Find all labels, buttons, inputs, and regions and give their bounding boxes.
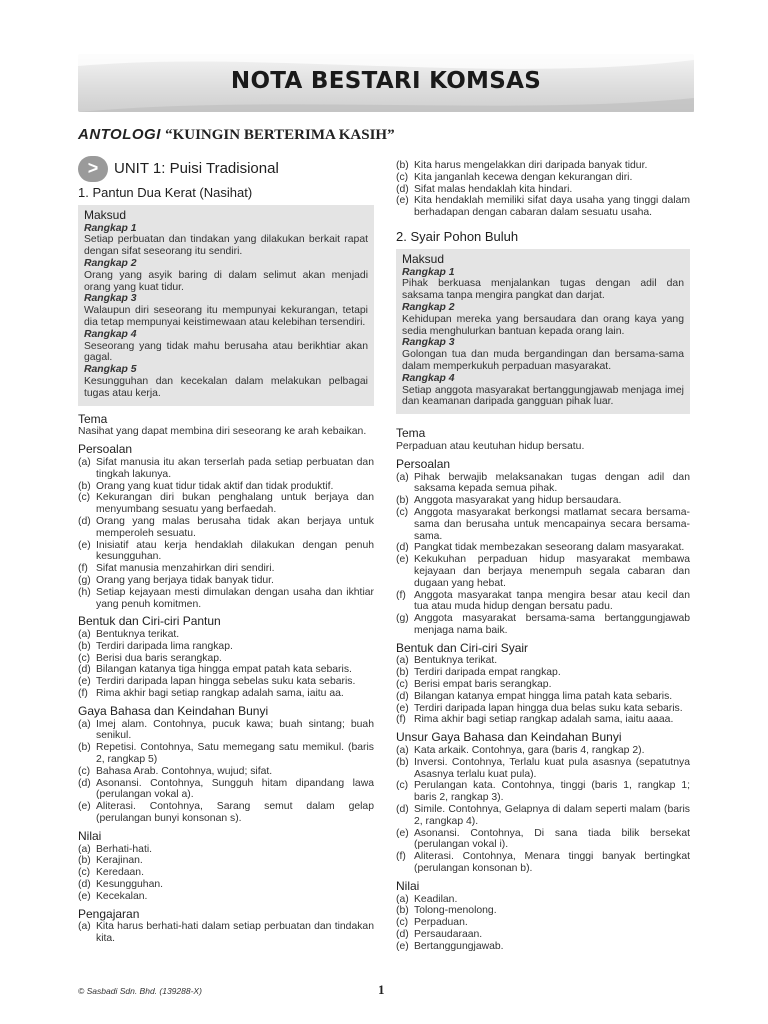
bentuk-heading: Bentuk dan Ciri-ciri Syair [396,640,529,655]
list-item [396,679,690,691]
list-item-text: Repetisi. Contohnya, Satu memegang satu memikul. (baris 2, rangkap 5) [96,742,374,766]
list-item-label: (f) [396,851,406,863]
list-item-text: Persaudaraan. [414,929,483,941]
rangkap-label: Rangkap 3 [402,337,455,349]
list-item-text: Kecekalan. [96,890,148,902]
list-item-text: Berisi dua baris serangkap. [96,652,222,664]
bentuk-heading: Bentuk dan Ciri-ciri Pantun [78,614,221,629]
rangkap-text: Setiap anggota masyarakat bertanggungjawab menjaga imej dan keamanan daripada gangguan pihak luar. [402,384,684,408]
list-item [78,891,374,903]
list-item-label: (a) [396,745,409,757]
list-item-label: (a) [78,718,91,730]
list-item-label: (c) [78,492,91,504]
list-item-label: (c) [396,780,409,792]
list-item-label: (a) [396,471,409,483]
gaya-bahasa-heading: Gaya Bahasa dan Keindahan Bunyi [78,703,269,718]
tema-heading: Tema [78,411,108,426]
maksud-heading: Maksud [402,251,445,266]
list-item-label: (d) [396,929,409,941]
rangkap-text: Pihak berkuasa menjalankan tugas dengan adil dan saksama tanpa mengira pangkat dan darjat. [402,278,684,302]
list-item-label: (a) [396,893,409,905]
list-item-label: (b) [78,855,91,867]
rangkap-text: Setiap perbuatan dan tindakan yang dilakukan berkait rapat dengan sifat seseorang itu sendiri. [84,234,368,258]
list-item [78,766,374,778]
list-item [396,542,690,554]
list-item [396,590,690,614]
list-item-label: (a) [78,456,91,468]
list-item [78,653,374,665]
pengajaran-heading: Pengajaran [78,906,140,921]
list-item-label: (b) [78,640,91,652]
list-item-text: Kata arkaik. Contohnya, gara (baris 4, rangkap 2). [414,745,645,757]
rangkap-label: Rangkap 4 [84,328,137,340]
list-item-text: Anggota masyarakat tanpa mengira besar atau kecil dan tua atau muda hidup dengan bersatu padu. [414,589,690,613]
list-item-label: (c) [396,506,409,518]
list-item-label: (d) [78,879,91,891]
list-item [78,664,374,676]
rangkap-label: Rangkap 5 [84,364,137,376]
list-item-text: Anggota masyarakat bersama-sama bertanggungjawab menjaga nama baik. [414,613,690,636]
list-item-text: Aliterasi. Contohnya, Sarang semut dalam gelap (perulangan bunyi konsonan s). [96,801,374,825]
list-item-text: Orang yang berjaya tidak banyak tidur. [96,574,274,586]
unit-title: UNIT 1: Puisi Tradisional [114,160,279,178]
list-item [78,778,374,802]
list-item [78,844,374,856]
list-item [396,507,690,542]
list-item-text: Bilangan katanya empat hingga lima patah kata sebaris. [414,690,673,702]
section-title: 1. Pantun Dua Kerat (Nasihat) [78,185,253,200]
list-item-text: Kita janganlah kecewa dengan kekurangan diri. [414,171,633,183]
list-item [78,921,374,945]
section-title: 2. Syair Pohon Buluh [396,228,519,244]
list-item [78,540,374,564]
list-item-text: Tolong-menolong. [414,905,497,917]
list-item-label: (d) [396,804,409,816]
list-item-label: (g) [78,574,91,586]
list-item-text: Aliterasi. Contohnya, Menara tinggi banyak bertingkat (perulangan konsonan b). [414,851,690,875]
list-item-label: (b) [78,742,91,754]
list-item-label: (e) [396,195,409,207]
page-number: 1 [378,982,385,997]
list-item-text: Anggota masyarakat yang hidup bersaudara. [414,495,622,507]
list-item-text: Rima akhir bagi setiap rangkap adalah sama, iaitu aaaa. [414,714,674,726]
list-item [78,516,374,540]
persoalan-list [396,472,690,637]
page-title: NOTA BESTARI KOMSAS [230,68,542,94]
unsur-gaya-bahasa-heading: Unsur Gaya Bahasa dan Keindahan Bunyi [396,730,622,745]
list-item-text: Bentuknya terikat. [414,655,498,667]
list-item-label: (b) [396,495,409,507]
list-item-text: Pihak berwajib melaksanakan tugas dengan adil dan saksama kepada semua pihak. [414,471,690,495]
nilai-heading: Nilai [78,828,102,843]
list-item [396,613,690,637]
list-item-label: (b) [396,756,409,768]
list-item [78,481,374,493]
antologi-heading [78,126,395,144]
list-item-text: Perulangan kata. Contohnya, tinggi (baris 1, rangkap 1; baris 2, rangkap 3). [414,780,690,804]
list-item [396,757,690,781]
list-item [78,867,374,879]
list-item [396,667,690,679]
list-item-text: Kita hendaklah memiliki sifat daya usaha yang tinggi dalam berhadapan dengan cabaran dalam sesuatu usaha. [414,195,690,219]
list-item [78,575,374,587]
maksud-heading: Maksud [84,207,127,222]
title-banner [78,54,694,112]
list-item-text: Keredaan. [96,867,144,879]
list-item-label: (b) [396,905,409,917]
list-item-text: Kekurangan diri bukan penghalang untuk berjaya dan menyumbang sesuatu yang berfaedah. [96,492,374,516]
persoalan-list [78,457,374,610]
list-item-text: Simile. Contohnya, Gelapnya di dalam seperti malam (baris 2, rangkap 4). [414,804,690,827]
chevron-right-icon: > [78,156,108,182]
list-item [78,719,374,743]
bentuk-list [78,629,374,700]
list-item-label: (a) [78,629,91,641]
list-item-label: (e) [78,890,91,902]
list-item-label: (e) [78,801,91,813]
list-item-text: Asonansi. Contohnya, Di sana tiada bilik bersekat (perulangan vokal i). [414,827,690,851]
list-item-text: Sifat malas hendaklah kita hindari. [414,183,573,195]
list-item-label: (a) [78,843,91,855]
list-item-text: Asonansi. Contohnya, Sungguh hitam dipandang lawa (perulangan vokal a). [96,777,374,801]
list-item [78,742,374,766]
list-item-label: (a) [396,655,409,667]
nilai-list [396,894,690,953]
list-item-label: (d) [78,777,91,789]
list-item [396,495,690,507]
list-item-text: Bilangan katanya tiga hingga empat patah kata sebaris. [96,664,352,676]
list-item-text: Berhati-hati. [96,843,153,855]
list-item [78,492,374,516]
antologi-title: “KUINGIN BERTERIMA KASIH” [165,127,395,143]
list-item-label: (e) [78,539,91,551]
list-item-text: Orang yang malas berusaha tidak akan berjaya untuk memperoleh sesuatu. [96,515,374,539]
list-item [396,554,690,589]
gaya-bahasa-list [78,719,374,825]
list-item [396,691,690,703]
list-item-label: (e) [396,554,409,566]
pengajaran-list-continued [396,160,690,219]
list-item [78,801,374,825]
list-item-label: (c) [396,917,409,929]
list-item-label: (g) [396,613,409,625]
unit-heading [78,155,374,183]
rangkap-text: Kehidupan mereka yang bersaudara dan orang kaya yang sedia menghulurkan bantuan kepada orang lain. [402,313,684,337]
unsur-gaya-bahasa-list [396,745,690,875]
rangkap-list [402,267,684,409]
list-item-text: Sifat manusia itu akan terserlah pada setiap perbuatan dan tingkah lakunya. [96,456,374,480]
list-item-label: (d) [78,664,91,676]
list-item [396,929,690,941]
list-item-text: Terdiri daripada empat rangkap. [414,667,561,679]
list-item-label: (c) [78,867,91,879]
list-item-text: Perpaduan. [414,917,468,929]
rangkap-label: Rangkap 2 [84,257,137,269]
copyright-text: © Sasbadi Sdn. Bhd. (139288-X) [78,986,202,996]
rangkap-text: Seseorang yang tidak mahu berusaha atau berikhtiar akan gagal. [84,340,368,364]
list-item-label: (b) [78,480,91,492]
list-item [396,184,690,196]
list-item [78,587,374,611]
tema-heading: Tema [396,426,426,441]
list-item-text: Sifat manusia menzahirkan diri sendiri. [96,563,275,575]
list-item-label: (c) [78,765,91,777]
list-item-label: (e) [78,676,91,688]
list-item [396,804,690,828]
pengajaran-list [78,921,374,945]
list-item-text: Orang yang kuat tidur tidak aktif dan tidak produktif. [96,480,334,492]
list-item-text: Terdiri daripada lima rangkap. [96,640,233,652]
list-item [78,641,374,653]
list-item [396,905,690,917]
list-item [396,703,690,715]
list-item [396,917,690,929]
list-item-text: Rima akhir bagi setiap rangkap adalah sama, iaitu aa. [96,688,344,700]
list-item-label: (d) [396,542,409,554]
list-item [78,855,374,867]
list-item-label: (e) [396,702,409,714]
list-item-label: (f) [78,688,88,700]
list-item-text: Inisiatif atau kerja hendaklah dilakukan dengan penuh kesungguhan. [96,539,374,563]
persoalan-heading: Persoalan [396,456,451,471]
list-item-label: (c) [396,171,409,183]
bentuk-list [396,655,690,726]
list-item [396,828,690,852]
list-item-text: Kesungguhan. [96,879,164,891]
list-item [396,472,690,496]
list-item [396,851,690,875]
list-item-text: Kita harus berhati-hati dalam setiap perbuatan dan tindakan kita. [96,921,374,945]
list-item-label: (e) [396,827,409,839]
list-item-label: (c) [78,652,91,664]
list-item-text: Berisi empat baris serangkap. [414,679,552,691]
tema-text: Perpaduan atau keutuhan hidup bersatu. [396,440,585,452]
list-item-text: Pangkat tidak membezakan seseorang dalam masyarakat. [414,542,685,554]
list-item-label: (c) [396,679,409,691]
list-item-text: Inversi. Contohnya, Terlalu kuat pula asasnya (sepatutnya Asasnya terlalu kuat pula). [414,756,690,780]
list-item-text: Kerajinan. [96,855,143,867]
nilai-list [78,844,374,903]
list-item-text: Bahasa Arab. Contohnya, wujud; sifat. [96,765,273,777]
list-item-text: Setiap kejayaan mesti dimulakan dengan usaha dan ikhtiar yang penuh komitmen. [96,586,374,610]
list-item-text: Imej alam. Contohnya, pucuk kawa; buah sintang; buah senikul. [96,718,374,742]
rangkap-label: Rangkap 1 [402,266,455,278]
list-item-label: (b) [396,160,409,171]
rangkap-list [84,223,368,400]
list-item-label: (e) [396,940,409,952]
rangkap-text: Orang yang asyik baring di dalam selimut akan menjadi orang yang kuat tidur. [84,269,368,293]
antologi-label: ANTOLOGI [78,126,161,143]
list-item-label: (d) [78,515,91,527]
list-item-label: (a) [78,921,91,933]
list-item-label: (f) [396,589,406,601]
persoalan-heading: Persoalan [78,442,133,457]
rangkap-text: Walaupun diri seseorang itu mempunyai kekurangan, tetapi dia tetap mempunyai keistimewaan atau kelebihan tersendiri. [84,305,368,328]
rangkap-label: Rangkap 1 [84,222,137,234]
list-item-text: Terdiri daripada lapan hingga sebelas suku kata sebaris. [96,676,356,688]
list-item-text: Anggota masyarakat berkongsi matlamat secara bersama-sama dan berusaha untuk mencapainya secara bersama-sama. [414,506,690,542]
maksud-box [78,205,374,406]
list-item-label: (f) [396,714,406,726]
list-item [78,688,374,700]
list-item-label: (d) [396,690,409,702]
left-column [78,155,374,945]
rangkap-label: Rangkap 4 [402,372,455,384]
list-item-text: Kekukuhan perpaduan hidup masyarakat membawa kejayaan dan berjaya menempuh segala cabaran dan dugaan yang hebat. [414,554,690,589]
list-item [78,879,374,891]
list-item-label: (f) [78,563,88,575]
list-item-text: Bentuknya terikat. [96,629,180,641]
list-item-label: (d) [396,183,409,195]
list-item-label: (b) [396,667,409,679]
list-item-text: Terdiri daripada lapan hingga dua belas suku kata sebaris. [414,702,683,714]
list-item-text: Keadilan. [414,893,458,905]
list-item [78,457,374,481]
list-item [78,629,374,641]
right-column [396,160,690,953]
list-item [396,172,690,184]
list-item-text: Bertanggungjawab. [414,940,504,952]
rangkap-text: Golongan tua dan muda bergandingan dan bersama-sama dalam memperkukuh perpaduan masyarakat. [402,349,684,372]
list-item [396,745,690,757]
list-item [78,676,374,688]
rangkap-text: Kesungguhan dan kecekalan dalam melakukan pelbagai tugas atau kerja. [84,375,368,399]
list-item-text: Kita harus mengelakkan diri daripada banyak tidur. [414,160,648,171]
list-item [396,714,690,726]
list-item [396,941,690,953]
list-item [396,655,690,667]
list-item [396,780,690,804]
list-item [78,563,374,575]
tema-text: Nasihat yang dapat membina diri seseorang ke arah kebaikan. [78,426,367,438]
list-item [396,195,690,219]
list-item-label: (h) [78,586,91,598]
maksud-box [396,249,690,414]
list-item [396,160,690,172]
rangkap-label: Rangkap 3 [84,293,137,305]
rangkap-label: Rangkap 2 [402,301,455,313]
nilai-heading: Nilai [396,878,420,893]
list-item [396,894,690,906]
